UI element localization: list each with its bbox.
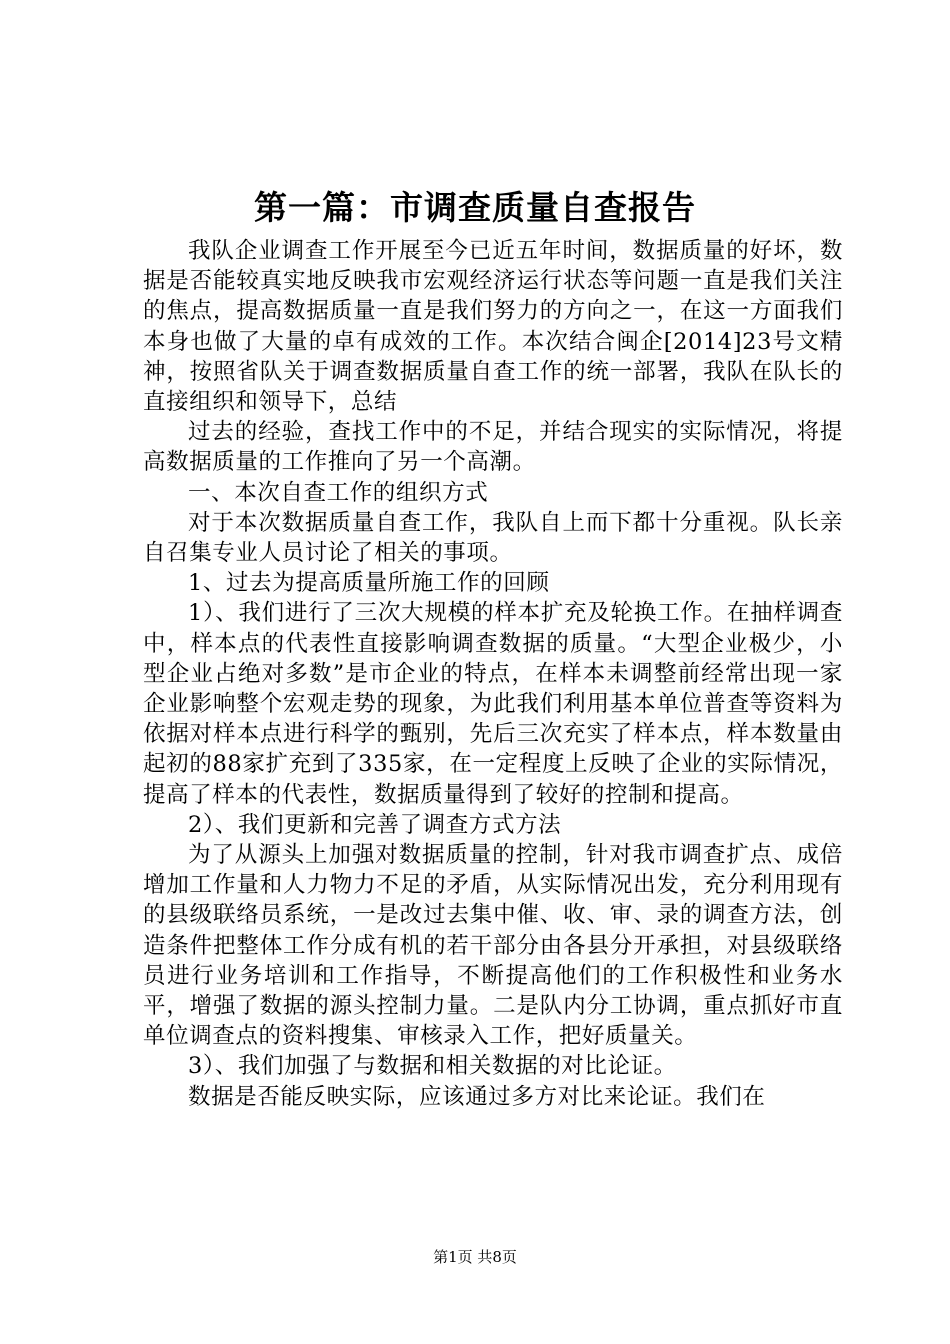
paragraph: 数据是否能反映实际，应该通过多方对比来论证。我们在 — [188, 1083, 766, 1110]
document-title: 第一篇：市调查质量自查报告 — [254, 188, 696, 227]
paragraph: 为了从源头上加强对数据质量的控制，针对我市调查扩点、成倍增加工作量和人力物力不足的矛盾，从实际情况出发，充分利用现有的县级联络员系统，一是改过去集中催、收、审、录的调查方法，创造条件把整体工作分成有机的若干部分由各县分开承担，对县级联络员进行业务培训和工作指导，不断提高他们的工作积极性和业务水平，增强了数据的源头控制力量。二是队内分工协调，重点抓好市直单位调查点的资料搜集、审核录入工作，把好质量关。 — [143, 842, 843, 1050]
paragraph: 对于本次数据质量自查工作，我队自上而下都十分重视。队长亲自召集专业人员讨论了相关的事项。 — [143, 509, 843, 567]
page-footer: 第1页 共8页 — [433, 1248, 517, 1266]
subsection-heading: 2）、我们更新和完善了调查方式方法 — [188, 811, 562, 838]
subsection-heading: 3）、我们加强了与数据和相关数据的对比论证。 — [188, 1053, 677, 1080]
paragraph: 1）、我们进行了三次大规模的样本扩充及轮换工作。在抽样调查中，样本点的代表性直接影响调查数据的质量。“大型企业极少，小型企业占绝对多数”是市企业的特点，在样本未调整前经常出现一家企业影响整个宏观走势的现象，为此我们利用基本单位普查等资料为依据对样本点进行科学的甄别，先后三次充实了样本点，样本数量由起初的88家扩充到了335家，在一定程度上反映了企业的实际情况，提高了样本的代表性，数据质量得到了较好的控制和提高。 — [143, 600, 843, 808]
paragraph: 过去的经验，查找工作中的不足，并结合现实的实际情况，将提高数据质量的工作推向了另一个高潮。 — [143, 419, 843, 476]
subsection-heading: 1、过去为提高质量所施工作的回顾 — [188, 570, 550, 597]
document-body — [143, 236, 843, 1112]
section-heading: 一、本次自查工作的组织方式 — [188, 479, 489, 506]
paragraph: 我队企业调查工作开展至今已近五年时间，数据质量的好坏，数据是否能较真实地反映我市宏观经济运行状态等问题一直是我们关注的焦点，提高数据质量一直是我们努力的方向之一，在这一方面我们本身也做了大量的卓有成效的工作。本次结合闽企[2014]23号文精神，按照省队关于调查数据质量自查工作的统一部署，我队在队长的直接组织和领导下，总结 — [143, 238, 843, 416]
